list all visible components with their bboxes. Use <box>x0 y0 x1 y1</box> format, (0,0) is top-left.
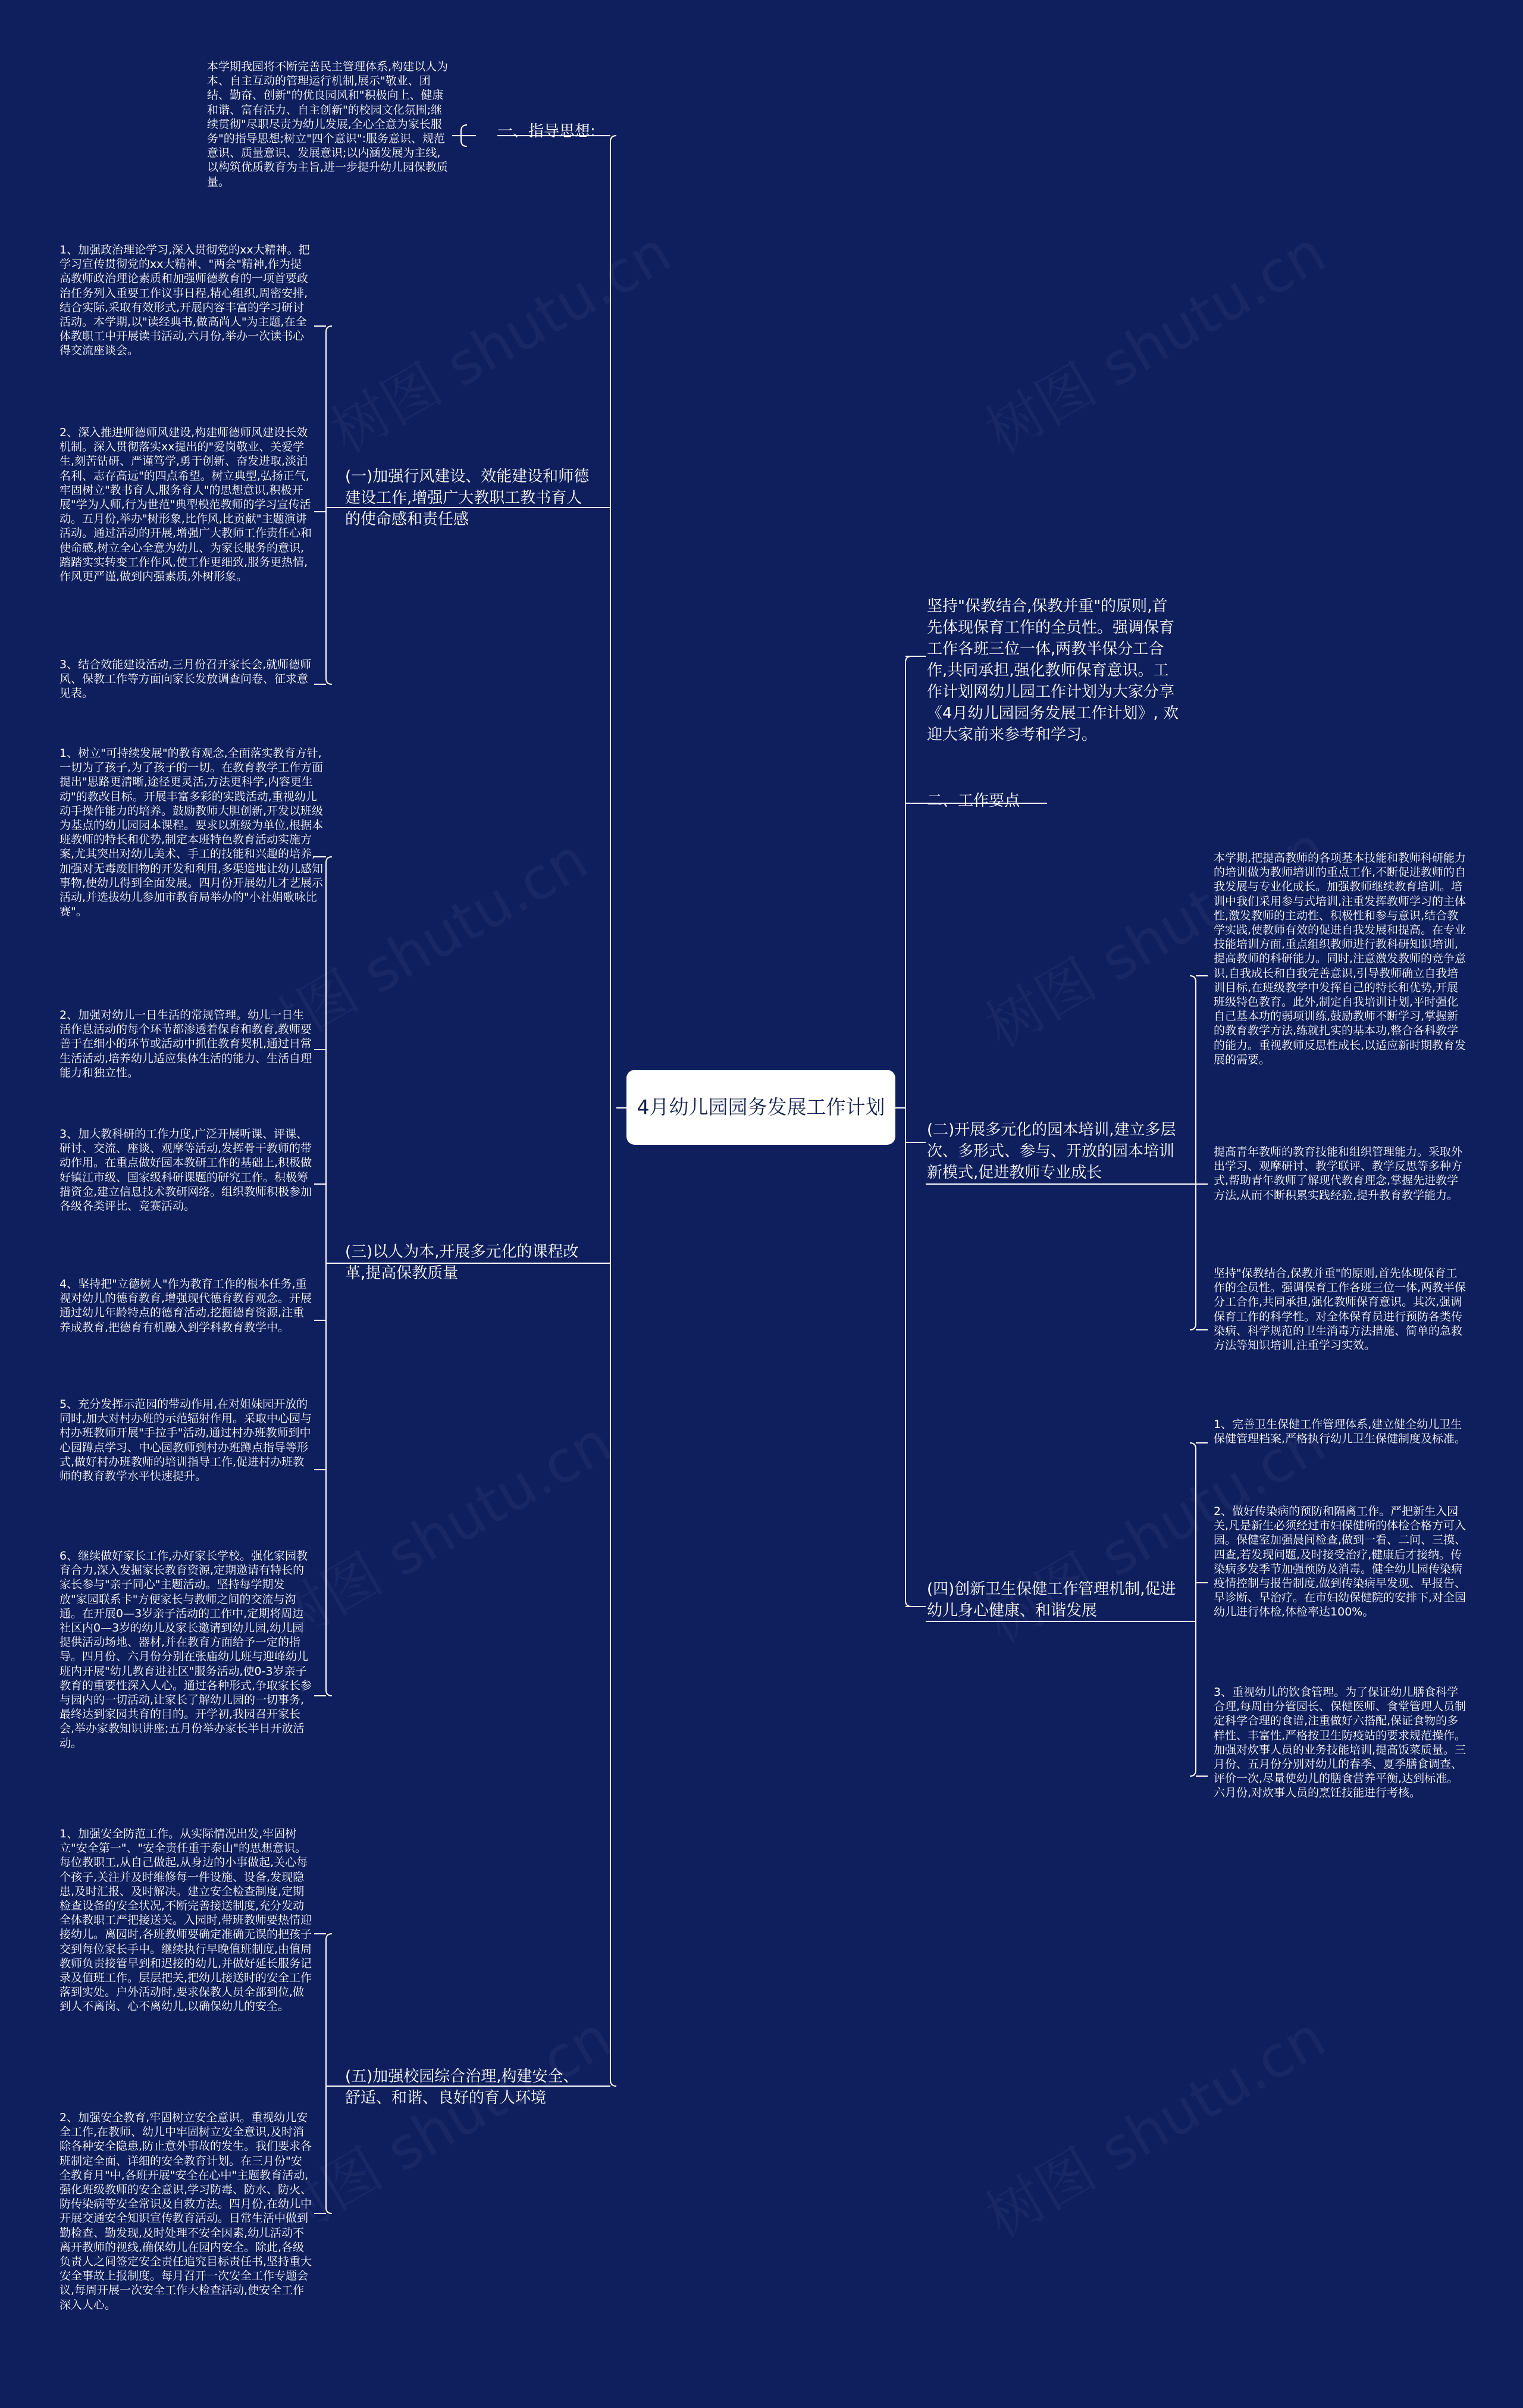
left-b3-item-4: 4、坚持把"立德树人"作为教育工作的根本任务,重视对幼儿的德育教育,增强现代德育教育观念。开展通过幼儿年龄特点的德育活动,挖掘德育资源,注重养成教育,把德育有机融入到学科教育教学中。 <box>59 1277 312 1334</box>
branch-health-care[interactable]: (四)创新卫生保健工作管理机制,促进幼儿身心健康、和谐发展 <box>927 1580 1176 1620</box>
branch-conduct-building[interactable]: (一)加强行风建设、效能建设和师德建设工作,增强广大教职工教书育人的使命感和责任感 <box>345 468 590 528</box>
connector <box>326 326 332 684</box>
left-b3-item-2: 2、加强对幼儿一日生活的常规管理。幼儿一日生活作息活动的每个环节都渗透着保育和教育,教师要善于在细小的环节或活动中抓住教育契机,通过日常生活活动,培养幼儿适应集体生活的能力、生活自理能力和独立性。 <box>59 1009 312 1079</box>
root-topic[interactable]: 4月幼儿园园务发展工作计划 <box>626 1070 895 1145</box>
branch-campus-safety[interactable]: (五)加强校园综合治理,构建安全、舒适、和谐、良好的育人环境 <box>345 2068 579 2107</box>
left-b5-item-2: 2、加强安全教育,牢固树立安全意识。重视幼儿安全工作,在教师、幼儿中牢固树立安全意识,及时消除各种安全隐患,防止意外事故的发生。我们要求各班制定全面、详细的安全教育计划。在三月份"安全教育月"中,各班开展"安全在心中"主题教育活动,强化班级教师的安全意识,学习防毒、防水、防火、防传染病等安全常识及自救方法。四月份,在幼儿中开展交通安全知识宣传教育活动。日常生活中做到勤检查、勤发现,及时处理不安全因素,幼儿活动不离开教师的视线,确保幼儿在园内安全。除此,各级负责人之间签定安全责任追究目标责任书,坚持重大安全事故上报制度。每月召开一次安全工作专题会议,每周开展一次安全工作大检查活动,使安全工作深入人心。 <box>59 2111 312 2312</box>
right-b2-item-2: 提高青年教师的教育技能和组织管理能力。采取外出学习、观摩研讨、教学联评、教学反思等多种方式,帮助青年教师了解现代教育理念,掌握先进教学方法,从而不断积累实践经验,提升教育教学能力。 <box>1214 1145 1463 1202</box>
guiding-thought-text: 本学期我园将不断完善民主管理体系,构建以人为本、自主互动的管理运行机制,展示"敬业、团结、勤奋、创新"的优良园风和"积极向上、健康和谐、富有活力、自主创新"的校园文化氛围;继续贯彻"尽职尽责为幼儿发展,全心全意为家长服务"的指导思想;树立"四个意识":服务意识、规范意识、质量意识、发展意识;以内涵发展为主线,以构筑优质教育为主旨,进一步提升幼儿园保教质量。 <box>207 60 449 189</box>
left-b3-item-6: 6、继续做好家长工作,办好家长学校。强化家园教育合力,深入发掘家长教育资源,定期邀请有特长的家长参与"亲子同心"主题活动。坚持每学期发放"家园联系卡"方便家长与教师之间的交流与沟通。在开展0—3岁亲子活动的工作中,定期将周边社区内0—3岁的幼儿及家长邀请到幼儿园,幼儿园提供活动场地、器材,并在教育方面给予一定的指导。四月份、六月份分别在张庙幼儿班与迎峰幼儿班内开展"幼儿教育进社区"服务活动,使0-3岁亲子教育的重要性深入人心。通过各种形式,争取家长参与园内的一切活动,让家长了解幼儿园的一切事务,最终达到家园共育的目的。开学初,我园召开家长会,举办家教知识讲座;五月份举办家长半日开放活动。 <box>59 1549 312 1750</box>
right-b4-item-2: 2、做好传染病的预防和隔离工作。严把新生入园关,凡是新生必须经过市妇保健所的体检合格方可入园。保健室加强晨间检查,做到一看、二问、三摸、四查,若发现问题,及时接受治疗,健康后才接纳。传染病多发季节加强预防及消毒。健全幼儿园传染病疫情控制与报告制度,做到传染病早发现、早报告、早诊断、早治疗。在市妇幼保健院的安排下,对全园幼儿进行体检,体检率达100%。 <box>1214 1505 1466 1619</box>
left-b3-item-3: 3、加大教科研的工作力度,广泛开展听课、评课、研讨、交流、座谈、观摩等活动,发挥骨干教师的带动作用。在重点做好园本教研工作的基础上,积极做好镇江市级、国家级科研课题的研究工作。积极筹措资金,建立信息技术教研网络。组织教师积极参加各级各类评比、竞赛活动。 <box>59 1128 312 1213</box>
left-b2-item-1: 1、加强政治理论学习,深入贯彻党的xx大精神。把学习宣传贯彻党的xx大精神、"两会"精神,作为提高教师政治理论素质和加强师德教育的一项首要政治任务列入重要工作议事日程,精心组织,周密安排,结合实际,采取有效形式,开展内容丰富的学习研讨活动。本学期,以"读经典书,做高尚人"为主题,在全体教职工中开展读书活动,六月份,举办一次读书心得交流座谈会。 <box>59 243 310 358</box>
connector <box>1190 1443 1196 1776</box>
left-b3-item-5: 5、充分发挥示范园的带动作用,在对姐妹园开放的同时,加大对村办班的示范辐射作用。采取中心园与村办班教师开展"手拉手"活动,通过村办班教师到中心园蹲点学习、中心园教师到村办班蹲点指导等形式,做好村办班教师的培训指导工作,促进村办班教师的教育教学水平快速提升。 <box>59 1398 312 1483</box>
connector <box>905 656 911 1607</box>
right-b2-item-3: 坚持"保教结合,保教并重"的原则,首先体现保育工作的全员性。强调保育工作各班三位一体,两教半保分工合作,共同承担,强化教师保育意识。其次,强调保育工作的科学性。对全体保育员进行预防各类传染病、科学规范的卫生消毒方法措施、简单的急救方法等知识培训,注重学习实效。 <box>1214 1267 1466 1352</box>
branch-guiding-thought[interactable]: 一、指导思想: <box>497 123 596 140</box>
right-b4-item-3: 3、重视幼儿的饮食管理。为了保证幼儿膳食科学合理,每周由分管园长、保健医师、食堂管理人员制定科学合理的食谱,注重做好六搭配,保证食物的多样性、丰富性,严格按卫生防疫站的要求规范操作。加强对炊事人员的业务技能培训,提高饭菜质量。三月份、五月份分别对幼儿的春季、夏季膳食调查、评价一次,尽量使幼儿的膳食营养平衡,达到标准。六月份,对炊事人员的烹饪技能进行考核。 <box>1214 1686 1466 1800</box>
connector <box>326 857 332 1696</box>
left-b3-item-1: 1、树立"可持续发展"的教育观念,全面落实教育方针,一切为了孩子,为了孩子的一切。在教育教学工作方面提出"思路更清晰,途径更灵活,方法更科学,内容更生动"的教改目标。开展丰富多彩的实践活动,重视幼儿动手操作能力的培养。鼓励教师大胆创新,开发以班级为基点的幼儿园园本课程。要求以班级为单位,根据本班教师的特长和优势,制定本班特色教育活动实施方案,尤其突出对幼儿美术、手工的技能和兴趣的培养,加强对无毒废旧物的开发和利用,多渠道地让幼儿感知事物,使幼儿得到全面发展。四月份开展幼儿才艺展示活动,并选拔幼儿参加市教育局举办的"小社娟歌咏比赛"。 <box>59 747 324 919</box>
branch-curriculum-reform[interactable]: (三)以人为本,开展多元化的课程改革,提高保教质量 <box>345 1243 579 1282</box>
connector <box>326 1934 332 2213</box>
right-intro-text: 坚持"保教结合,保教并重"的原则,首先体现保育工作的全员性。强调保育工作各班三位一体,两教半保分工合作,共同承担,强化教师保育意识。工作计划网幼儿园工作计划为大家分享《4月幼儿园园务发展工作计划》, 欢迎大家前来参考和学习。 <box>927 597 1179 744</box>
left-b2-item-3: 3、结合效能建设活动,三月份召开家长会,就师德师风、保教工作等方面向家长发放调查问卷、征求意见表。 <box>59 658 312 700</box>
right-b4-item-1: 1、完善卫生保健工作管理体系,建立健全幼儿卫生保健管理档案,严格执行幼儿卫生保健制度及标准。 <box>1214 1418 1466 1446</box>
branch-key-points[interactable]: 二、工作要点 <box>927 792 1020 810</box>
connector <box>610 136 616 2086</box>
right-b2-item-1: 本学期,把提高教师的各项基本技能和教师科研能力的培训做为教师培训的重点工作,不断促进教师的自我发展与专业化成长。加强教师继续教育培训。培训中我们采用参与式培训,注重发挥教师学习的主体性,激发教师的主动性、积极性和参与意识,结合教学实践,使教师有效的促进自我发展和提高。在专业技能培训方面,重点组织教师进行教科研知识培训,提高教师的科研能力。同时,注意激发教师的竞争意识,自我成长和自我完善意识,引导教师确立自我培训目标,在班级教学中发挥自己的特长和优势,开展班级特色教育。此外,制定自我培训计划,平时强化自己基本功的弱项训练,鼓励教师不断学习,掌握新的教育教学方法,练就扎实的基本功,整合各科教学的能力。重视教师反思性成长,以适应新时期教育发展的需要。 <box>1214 851 1466 1066</box>
connector <box>1190 976 1196 1330</box>
left-b2-item-2: 2、深入推进师德师风建设,构建师德师风建设长效机制。深入贯彻落实xx提出的"爱岗敬业、关爱学生,刻苦钻研、严谨笃学,勇于创新、奋发进取,淡泊名利、志存高远"的四点希望。树立典型,弘扬正气,牢固树立"教书育人,服务育人"的思想意识,积极开展"学为人师,行为世范"典型模范教师的学习宣传活动。五月份,举办"树形象,比作风,比贡献"主题演讲活动。通过活动的开展,增强广大教师工作责任心和使命感,树立全心全意为幼儿、为家长服务的意识,踏踏实实转变工作作风,使工作更细致,服务更热情,作风更严谨,做到内强素质,外树形象。 <box>59 426 312 584</box>
left-b5-item-1: 1、加强安全防范工作。从实际情况出发,牢固树立"安全第一"、"安全责任重于泰山"的思想意识。每位教职工,从自己做起,从身边的小事做起,关心每个孩子,关注并及时维修每一件设施、设备,发现隐患,及时汇报、及时解决。建立安全检查制度,定期检查设备的安全状况,不断完善接送制度,充分发动全体教职工严把接送关。入园时,带班教师要热情迎接幼儿。离园时,各班教师要确定准确无误的把孩子交到每位家长手中。继续执行早晚值班制度,由值周教师负责接管早到和迟接的幼儿,并做好延长服务记录及值班工作。层层把关,把幼儿接送时的安全工作落到实处。户外活动时,要求保教人员全部到位,做到人不离岗、心不离幼儿,以确保幼儿的安全。 <box>59 1827 312 2014</box>
branch-garden-training[interactable]: (二)开展多元化的园本培训,建立多层次、多形式、参与、开放的园本培训新模式,促进教师专业成长 <box>927 1121 1176 1182</box>
